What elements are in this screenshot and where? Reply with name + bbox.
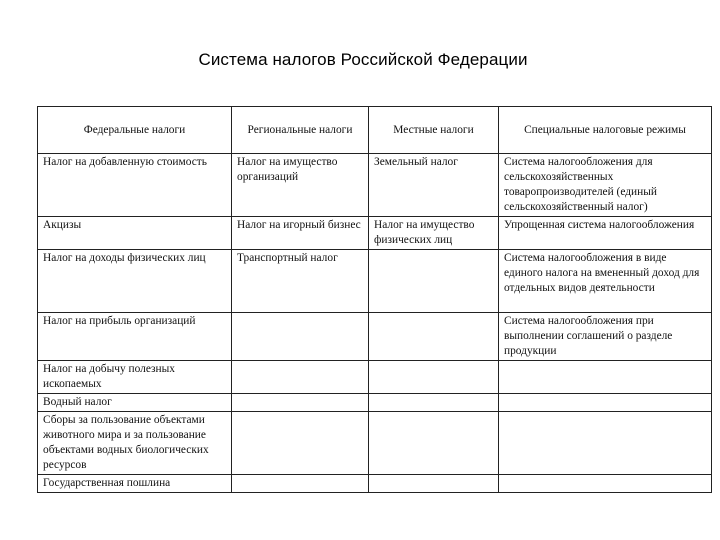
table-cell — [232, 394, 369, 412]
table-row — [38, 475, 712, 493]
table-cell: Водный налог — [38, 394, 232, 412]
table-cell: Земельный налог — [369, 154, 499, 217]
table-cell — [232, 313, 369, 361]
table-cell: Сборы за пользование объектами животного мира и за пользование объектами водных биологических ресурсов — [38, 412, 232, 475]
table-cell: Акцизы — [38, 217, 232, 250]
table-cell — [499, 412, 712, 475]
table-cell — [369, 475, 499, 493]
table-cell: Система налогообложения для сельскохозяйственных товаропроизводителей (единый сельскохозяйственный налог) — [499, 154, 712, 217]
table-cell — [232, 412, 369, 475]
table-cell: Транспортный налог — [232, 250, 369, 313]
table-row — [38, 412, 712, 475]
header-regional-taxes: Региональные налоги — [232, 107, 369, 154]
table-cell: Система налогообложения при выполнении соглашений о разделе продукции — [499, 313, 712, 361]
table-cell: Налог на доходы физических лиц — [38, 250, 232, 313]
table-cell — [369, 361, 499, 394]
table-cell: Налог на имущество организаций — [232, 154, 369, 217]
table-cell — [369, 250, 499, 313]
table-row — [38, 394, 712, 412]
table-header-row — [38, 107, 712, 154]
header-federal-taxes: Федеральные налоги — [38, 107, 232, 154]
table-cell: Налог на добавленную стоимость — [38, 154, 232, 217]
table-row — [38, 313, 712, 361]
table-cell — [232, 475, 369, 493]
table-cell — [499, 475, 712, 493]
table-row — [38, 217, 712, 250]
table-cell — [499, 361, 712, 394]
page-title: Система налогов Российской Федерации — [198, 50, 528, 69]
table-cell — [232, 361, 369, 394]
header-local-taxes: Местные налоги — [369, 107, 499, 154]
table-cell: Система налогообложения в виде единого налога на вмененный доход для отдельных видов деятельности — [499, 250, 712, 313]
header-special-tax-regimes: Специальные налоговые режимы — [499, 107, 712, 154]
table-cell: Налог на добычу полезных ископаемых — [38, 361, 232, 394]
table-cell: Налог на имущество физических лиц — [369, 217, 499, 250]
table-cell — [369, 313, 499, 361]
tax-system-table — [37, 106, 712, 493]
table-cell: Упрощенная система налогообложения — [499, 217, 712, 250]
table-cell: Государственная пошлина — [38, 475, 232, 493]
table-cell — [499, 394, 712, 412]
table-cell — [369, 412, 499, 475]
table-cell: Налог на прибыль организаций — [38, 313, 232, 361]
table-row — [38, 250, 712, 313]
table-cell — [369, 394, 499, 412]
table-cell: Налог на игорный бизнес — [232, 217, 369, 250]
table-row — [38, 154, 712, 217]
table-row — [38, 361, 712, 394]
